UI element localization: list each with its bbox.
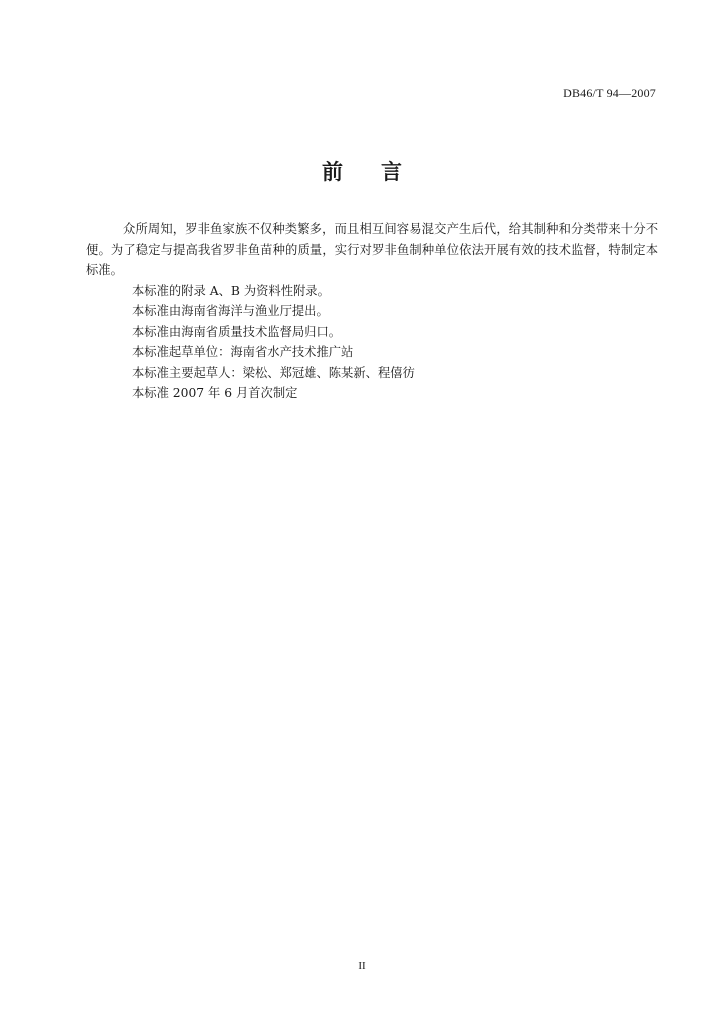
title-char-1: 前 xyxy=(322,160,343,184)
document-code: DB46/T 94—2007 xyxy=(563,86,656,100)
page-title xyxy=(0,156,724,186)
paragraph-drafting-unit: 本标准起草单位：海南省水产技术推广站 xyxy=(132,345,354,359)
page-number: II xyxy=(358,960,366,972)
paragraph-appendix: 本标准的附录 A、B 为资料性附录。 xyxy=(132,283,330,298)
paragraph-drafters: 本标准主要起草人：梁松、郑冠雄、陈某新、程僖彷 xyxy=(132,365,415,380)
intro-paragraph: 众所周知，罗非鱼家族不仅种类繁多，而且相互间容易混交产生后代，给其制种和分类带来十分不便。为了稳定与提高我省罗非鱼苗种的质量，实行对罗非鱼制种单位依法开展有效的技术监督，特制定本标准。 xyxy=(86,222,658,277)
paragraph-administrator: 本标准由海南省质量技术监督局归口。 xyxy=(132,324,342,339)
foreword-body xyxy=(86,219,658,404)
paragraph-proposer: 本标准由海南省海洋与渔业厅提出。 xyxy=(132,304,329,318)
paragraph-first-issued: 本标准 2007 年 6 月首次制定 xyxy=(132,386,298,400)
title-char-2: 言 xyxy=(381,160,402,184)
